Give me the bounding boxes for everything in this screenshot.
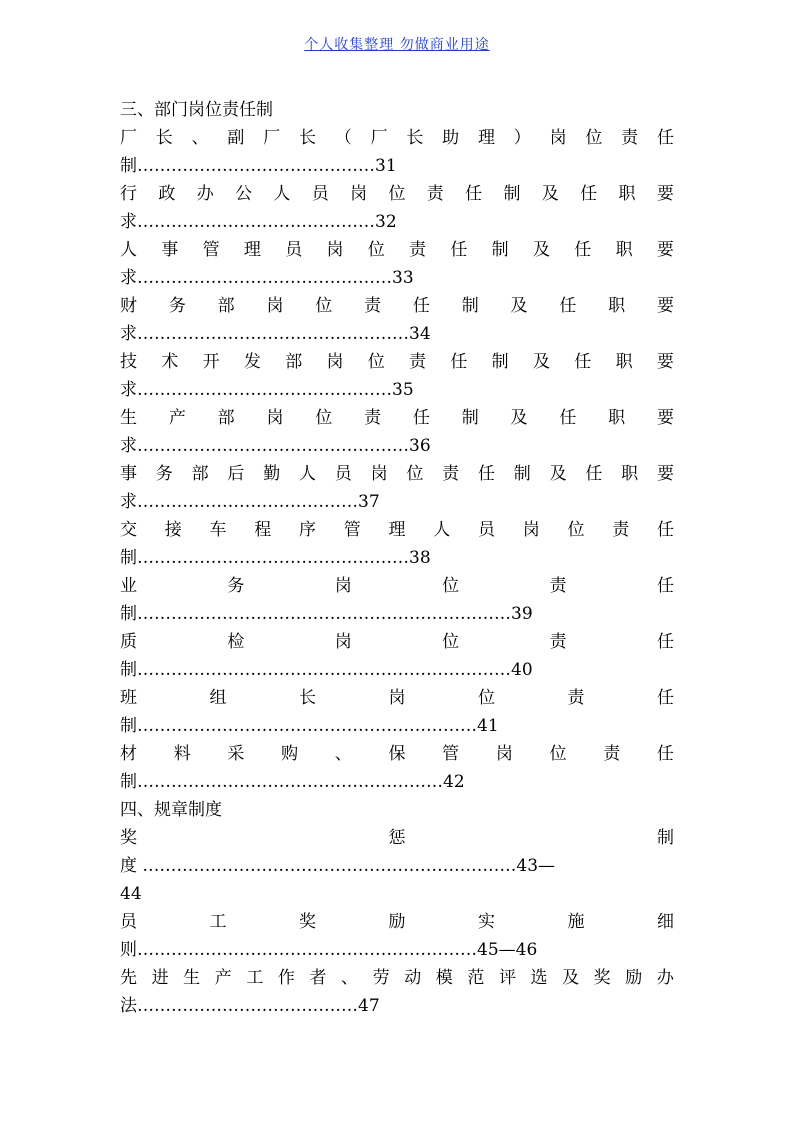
toc-dot-leader: ………………………………………… [137,436,409,456]
toc-entry-lead: 制 [120,660,137,680]
toc-entry-leader [120,656,674,684]
toc-entry-title: 交 接 车 程 序 管 理 人 员 岗 位 责 任 [120,520,674,540]
section-title: 三、部门岗位责任制 [120,100,273,120]
toc-entry-lead: 制 [120,604,137,624]
toc-entry-lead: 求 [120,380,137,400]
toc-entry-lead: 求 [120,212,137,232]
toc-entry-leader [120,544,674,572]
toc-entry-leader [120,936,674,964]
toc-page-number[interactable]: 42 [443,772,465,792]
toc-entry-lead: 求 [120,268,137,288]
toc-entry-title: 财 务 部 岗 位 责 任 制 及 任 职 要 [120,296,674,316]
page-header: 个人收集整理 勿做商业用途 [304,37,490,53]
toc-entry-title: 厂 长 、 副 厂 长 （ 厂 长 助 理 ） 岗 位 责 任 [120,128,674,148]
toc-entry-title: 人 事 管 理 员 岗 位 责 任 制 及 任 职 要 [120,240,674,260]
toc-entry-title: 奖 惩 制 [120,828,674,848]
toc-entry-lead: 法 [120,996,137,1016]
toc-dot-leader: ………………………………… [137,492,358,512]
toc-entry-lead: 制 [120,716,137,736]
toc-page-number[interactable]: 41 [477,716,499,736]
toc-page-number[interactable]: 33 [392,268,414,288]
toc-dot-leader: ………………………………………………………… [137,604,511,624]
toc-entry-title: 技 术 开 发 部 岗 位 责 任 制 及 任 职 要 [120,352,674,372]
toc-entry-leader [120,320,674,348]
toc-dot-leader: ……………………………………… [137,268,392,288]
toc-entry-leader [120,852,674,880]
toc-entry-lead: 制 [120,772,137,792]
toc-dot-leader: …………………………………………………… [137,940,477,960]
toc-entry-leader [120,152,674,180]
toc-entry-lead: 制 [120,156,137,176]
section-title: 四、规章制度 [120,800,222,820]
toc-page-number[interactable]: 31 [375,156,397,176]
toc-entry-title: 先 进 生 产 工 作 者 、 劳 动 模 范 评 选 及 奖 励 办 [120,968,674,988]
toc-page-number[interactable]: 34 [409,324,431,344]
toc-entry-lead: 求 [120,324,137,344]
toc-dot-leader: …………………………………………………… [137,716,477,736]
toc-entry-leader [120,432,674,460]
toc-page-number[interactable]: 39 [511,604,533,624]
toc-entry-leader [120,208,674,236]
toc-dot-leader: …………………………………… [137,212,375,232]
toc-entry-title: 行 政 办 公 人 员 岗 位 责 任 制 及 任 职 要 [120,184,674,204]
toc-entry-leader [120,992,674,1020]
toc-entry-lead: 求 [120,492,137,512]
toc-dot-leader: ………………………………………… [137,324,409,344]
toc-entry-title: 生 产 部 岗 位 责 任 制 及 任 职 要 [120,408,674,428]
toc-page-number[interactable]: 38 [409,548,431,568]
toc-entry-leader [120,600,674,628]
toc-page-number[interactable]: 47 [358,996,380,1016]
toc-dot-leader: …………………………………… [137,156,375,176]
toc-entry-title: 质 检 岗 位 责 任 [120,632,674,652]
toc-dot-leader: ……………………………………………… [137,772,443,792]
toc-entry-leader [120,264,674,292]
toc-entry-title: 班 组 长 岗 位 责 任 [120,688,674,708]
toc-entry-title: 材 料 采 购 、 保 管 岗 位 责 任 [120,744,674,764]
toc-page-number[interactable]: 32 [375,212,397,232]
toc-entry-leader [120,488,674,516]
toc-entry-title: 员 工 奖 励 实 施 细 [120,912,674,932]
toc-entry-leader [120,376,674,404]
toc-page-number[interactable]: 35 [392,380,414,400]
toc-dot-leader: ………………………………… [137,996,358,1016]
toc-entry-lead: 则 [120,940,137,960]
toc-entry-title: 业 务 岗 位 责 任 [120,576,674,596]
toc-entry-lead: 求 [120,436,137,456]
toc-page-number[interactable]: 43— [516,856,556,876]
toc-page-number[interactable]: 36 [409,436,431,456]
toc-content [120,96,674,1020]
toc-entry-lead: 制 [120,548,137,568]
toc-dot-leader: ………………………………………………………… [137,856,517,876]
toc-dot-leader: ……………………………………… [137,380,392,400]
toc-dot-leader: ………………………………………… [137,548,409,568]
toc-page-number[interactable]: 45—46 [477,940,538,960]
toc-page-number-continued: 44 [120,884,142,904]
toc-dot-leader: ………………………………………………………… [137,660,511,680]
toc-page-number[interactable]: 40 [511,660,533,680]
toc-entry-leader [120,712,674,740]
toc-entry-leader [120,768,674,796]
toc-page-number[interactable]: 37 [358,492,380,512]
toc-entry-lead: 度 [120,856,137,876]
toc-entry-title: 事 务 部 后 勤 人 员 岗 位 责 任 制 及 任 职 要 [120,464,674,484]
